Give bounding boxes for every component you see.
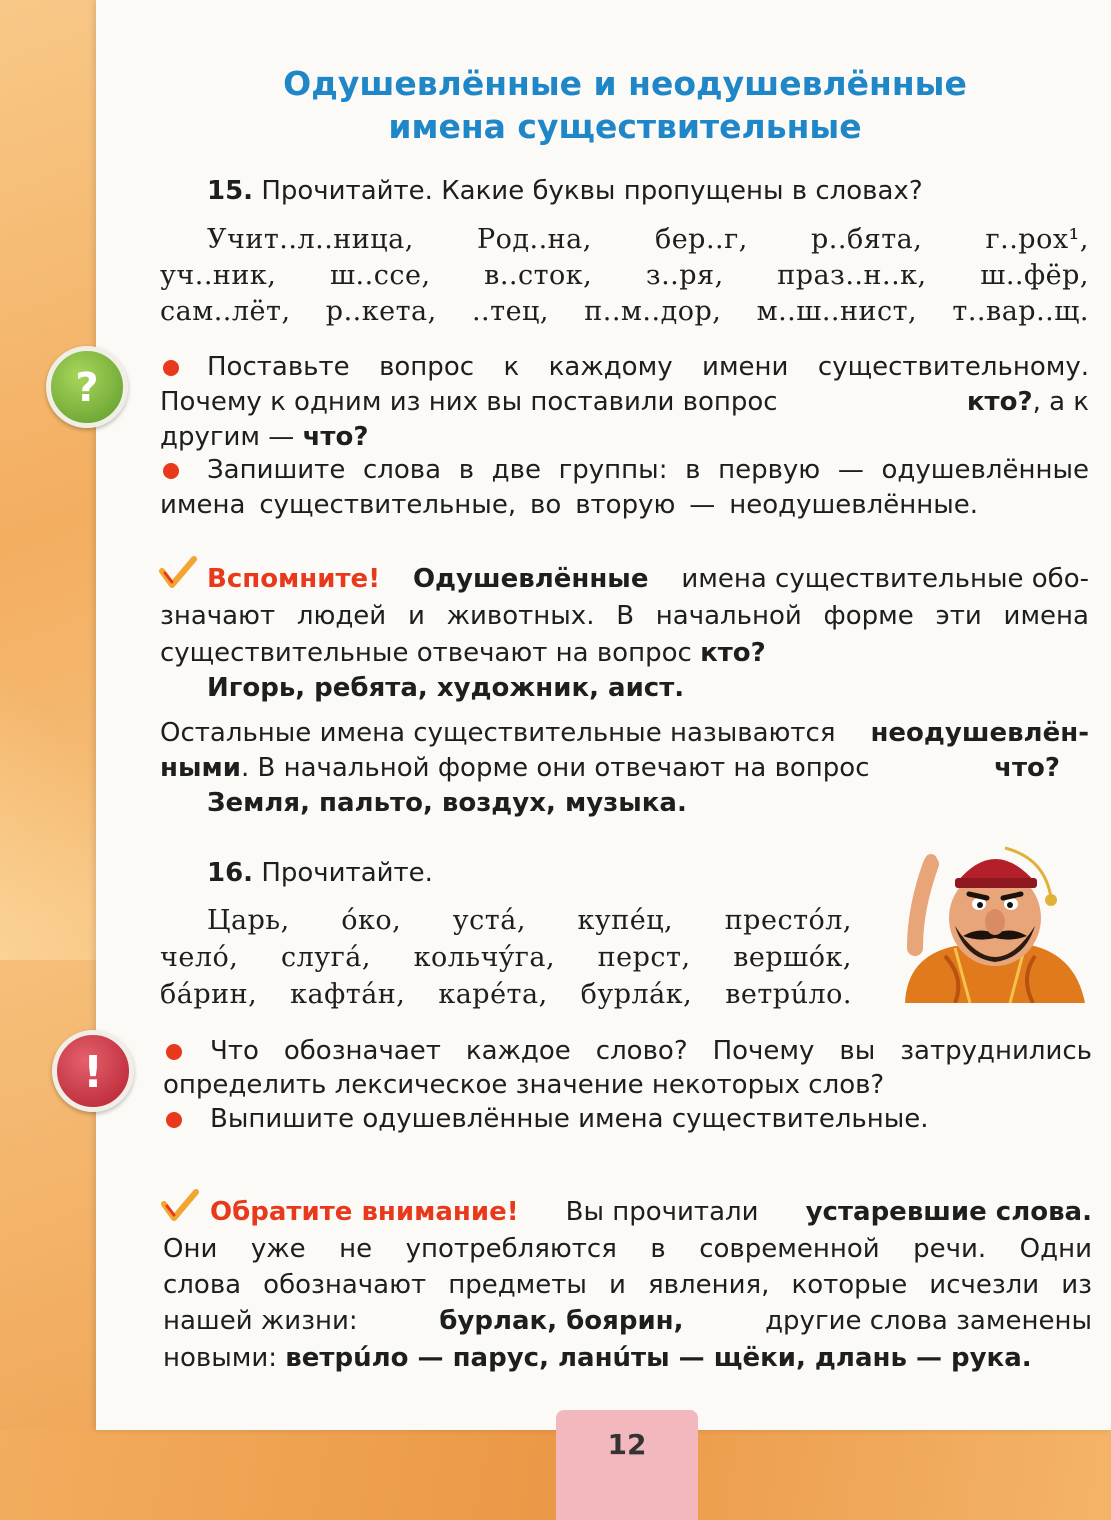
page-title-line2: имена существительные — [388, 107, 862, 146]
checkmark-icon — [158, 555, 198, 591]
word: кафтáн, — [290, 979, 406, 1010]
exercise-16-words-row3 — [160, 977, 852, 1013]
exercise-15-task1-line3 — [160, 420, 368, 454]
remember-term-animate: Одушевлённые — [412, 564, 649, 594]
task-text: Почему к одним из них вы поставили вопрос — [160, 387, 778, 417]
exercise-16-task2: Выпишите одушевлённые имена существительные. — [210, 1104, 929, 1134]
bullet — [163, 463, 179, 479]
word: ш..фёр, — [980, 260, 1089, 291]
word: в..сток, — [484, 260, 593, 291]
word: кольчýга, — [413, 942, 556, 973]
attention-line5 — [163, 1341, 1032, 1375]
remember-line5 — [160, 751, 1060, 785]
word: р..кета, — [325, 296, 437, 327]
page-number: 12 — [607, 1428, 647, 1461]
checkmark-icon — [160, 1188, 200, 1224]
svg-text:!: ! — [82, 1047, 104, 1098]
remember-text: существительные отвечают на вопрос — [160, 638, 692, 668]
merchant-illustration — [885, 838, 1095, 1003]
word: уч..ник, — [160, 260, 277, 291]
remember-text: имена существительные обо- — [681, 564, 1089, 594]
remember-text: . В начальной форме они отвечают на вопрос — [240, 753, 870, 783]
exclamation-mark-glyph — [57, 1035, 129, 1107]
word: п..м..дор, — [584, 296, 722, 327]
word: Царь, — [207, 905, 290, 936]
attention-line4 — [163, 1304, 1092, 1338]
word: престóл, — [724, 905, 852, 936]
question-chto: что? — [994, 753, 1060, 783]
task-text: другим — — [160, 422, 295, 452]
exercise-16-task1-line2: определить лексическое значение некоторых слов? — [163, 1070, 885, 1100]
exclamation-icon — [52, 1030, 134, 1112]
exercise-15-number: 15. — [207, 176, 254, 206]
word: бáрин, — [160, 979, 258, 1010]
remember-line1 — [207, 562, 1089, 596]
attention-line1 — [210, 1195, 1092, 1229]
word: карéта, — [438, 979, 548, 1010]
remember-examples-inanimate: Земля, пальто, воздух, музыка. — [207, 788, 687, 818]
remember-examples-animate: Игорь, ребята, художник, аист. — [207, 673, 685, 703]
exercise-15-task1-line2 — [160, 385, 1089, 419]
attention-text: новыми: — [163, 1343, 278, 1373]
word: перст, — [597, 942, 691, 973]
exercise-15-task2-line2: имена существительные, во вторую — неодушевлённые. — [160, 490, 978, 520]
word: Род..на, — [476, 224, 592, 255]
exercise-15-heading — [207, 174, 923, 208]
word: слугá, — [280, 942, 371, 973]
remember-line2: значают людей и животных. В начальной форме эти имена — [160, 601, 1089, 631]
exercise-15-task1-line1: Поставьте вопрос к каждому имени существительному. — [207, 352, 1089, 382]
attention-line3: слова обозначают предметы и явления, которые исчезли из — [163, 1270, 1092, 1300]
task-text: , а к — [1032, 387, 1089, 417]
page-title-line1: Одушевлённые и неодушевлённые — [283, 64, 967, 103]
decorative-margin — [0, 0, 100, 1520]
exercise-15-words-row3 — [160, 294, 1089, 330]
attention-examples-replaced: ветрúло — парус, ланúты — щёки, длань — рука. — [285, 1343, 1032, 1373]
word: з..ря, — [645, 260, 724, 291]
remember-text: Остальные имена существительные называются — [160, 718, 836, 748]
bullet — [163, 360, 179, 376]
word: устá, — [452, 905, 526, 936]
question-icon — [46, 346, 128, 428]
attention-text: другие слова заменены — [765, 1306, 1092, 1336]
attention-term-obsolete: устаревшие слова. — [805, 1197, 1092, 1227]
word: сам..лёт, — [160, 296, 291, 327]
remember-term-inanimate-end: ными — [160, 753, 241, 783]
bullet — [166, 1112, 182, 1128]
word: Учит..л..ница, — [207, 224, 414, 255]
attention-text: Вы прочитали — [565, 1197, 759, 1227]
word: óко, — [341, 905, 402, 936]
remember-line3 — [160, 636, 1089, 670]
exercise-16-instruction: Прочитайте. — [261, 858, 433, 888]
word: вершóк, — [733, 942, 852, 973]
exercise-16-words-row1 — [207, 903, 852, 939]
attention-text: нашей жизни: — [163, 1306, 358, 1336]
word: ш..ссе, — [329, 260, 431, 291]
question-mark-glyph — [51, 351, 123, 423]
attention-examples-obsolete: бурлак, боярин, — [439, 1306, 684, 1336]
word: г..рох¹, — [985, 224, 1089, 255]
word: ..тец, — [471, 296, 549, 327]
exercise-16-words-row2 — [160, 940, 852, 976]
attention-line2: Они уже не употребляются в современной речи. Одни — [163, 1234, 1092, 1264]
question-chto: что? — [302, 422, 369, 452]
question-kto: кто? — [966, 387, 1033, 417]
exercise-16-task1-line1: Что обозначает каждое слово? Почему вы затруднились — [210, 1036, 1092, 1066]
exercise-15-task2-line1: Запишите слова в две группы: в первую — одушевлённые — [207, 455, 1089, 485]
attention-label: Обратите внимание! — [210, 1197, 519, 1227]
word: праз..н..к, — [777, 260, 927, 291]
svg-text:?: ? — [75, 365, 99, 411]
word: м..ш..нист, — [756, 296, 918, 327]
exercise-15-instruction: Прочитайте. Какие буквы пропущены в словах? — [261, 176, 923, 206]
exercise-15-words-row2 — [160, 258, 1089, 294]
word: т..вар..щ. — [952, 296, 1089, 327]
word: челó, — [160, 942, 239, 973]
remember-term-inanimate: неодушевлён- — [870, 718, 1089, 748]
word: бер..г, — [654, 224, 748, 255]
word: ветрúло. — [725, 979, 852, 1010]
exercise-15-words-row1 — [207, 222, 1089, 258]
page-number-tab — [556, 1410, 698, 1520]
remember-label: Вспомните! — [207, 564, 381, 594]
exercise-16-number: 16. — [207, 858, 254, 888]
exercise-16-heading — [207, 856, 433, 890]
remember-line4 — [160, 716, 1089, 750]
word: купéц, — [577, 905, 674, 936]
word: р..бята, — [811, 224, 923, 255]
question-kto: кто? — [700, 638, 766, 668]
bullet — [166, 1044, 182, 1060]
word: бурлáк, — [580, 979, 693, 1010]
